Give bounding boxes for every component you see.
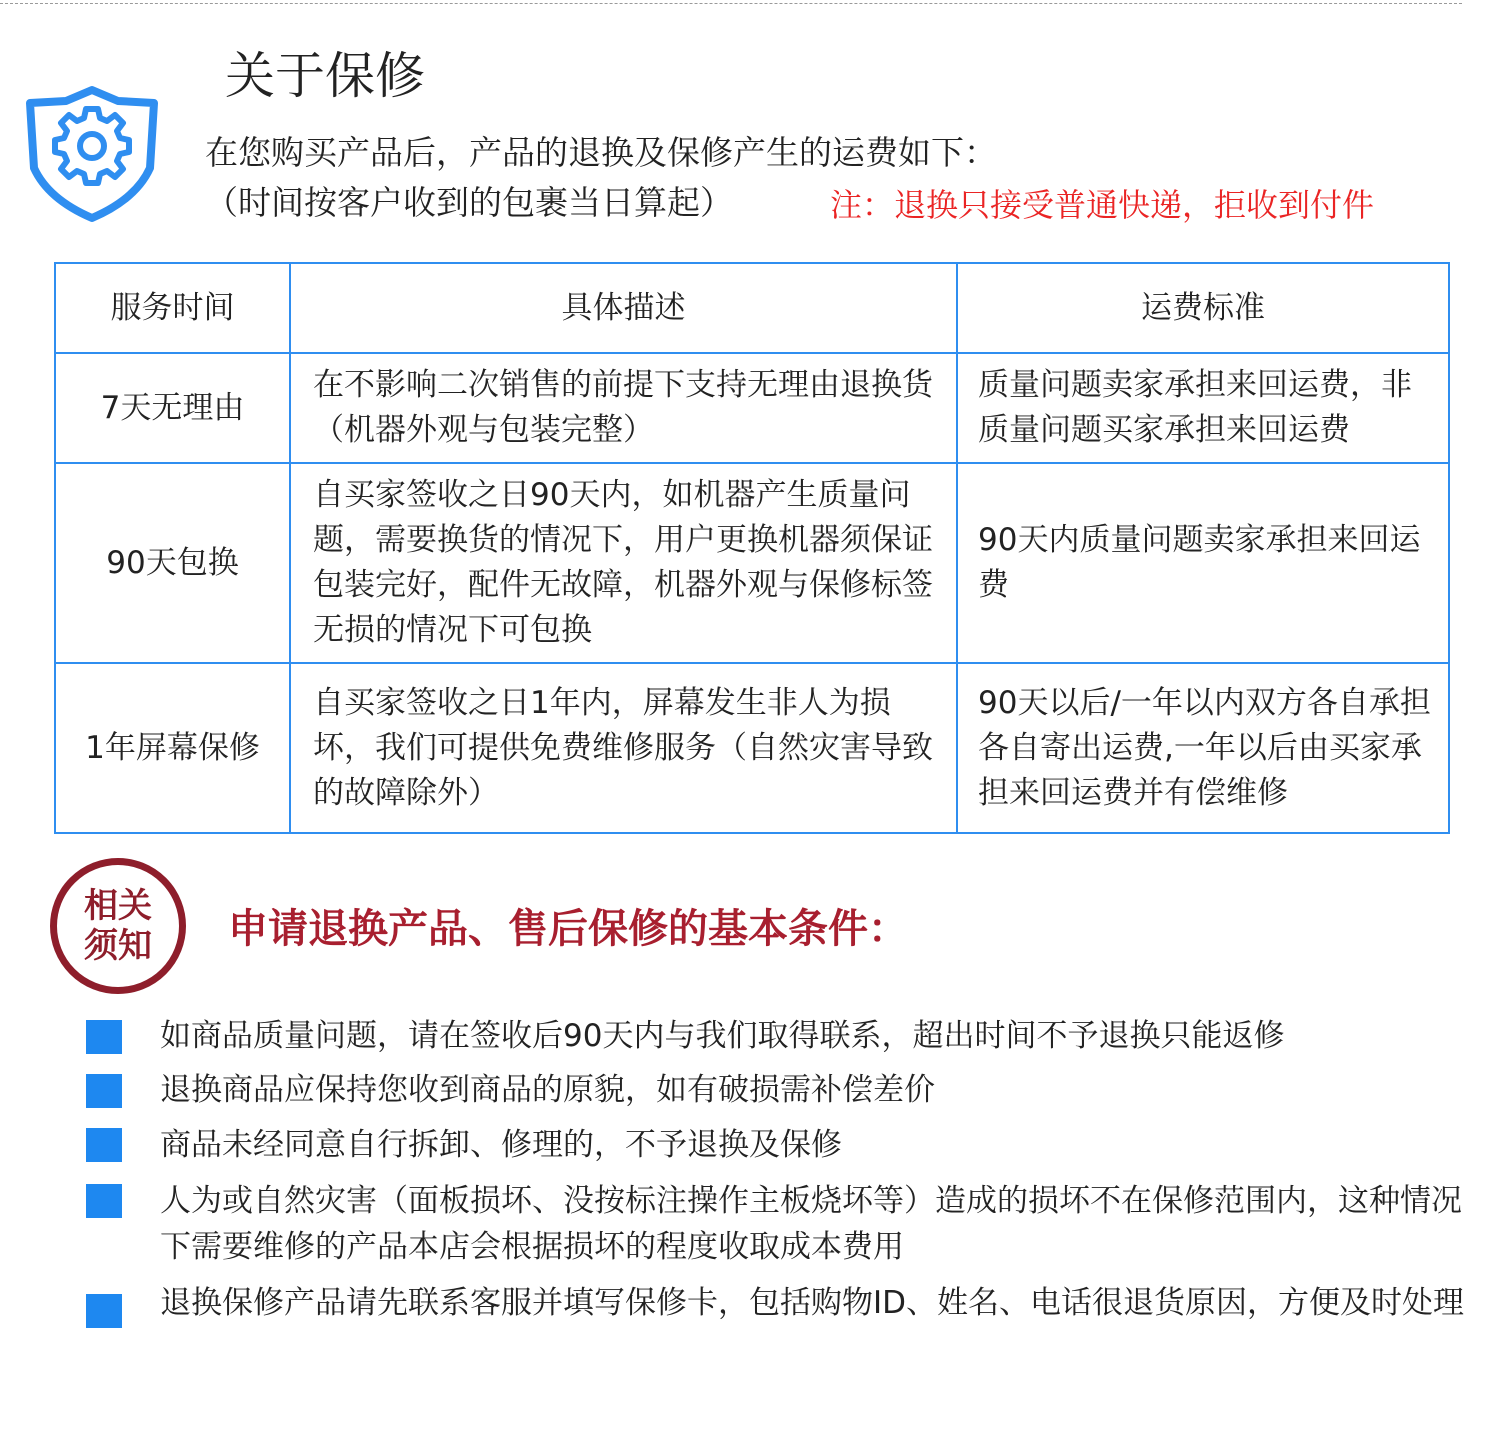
service-time-cell: 1年屏幕保修 bbox=[55, 663, 290, 833]
table-header-row bbox=[55, 263, 1449, 353]
blue-square-bullet-icon bbox=[86, 1128, 122, 1162]
service-time-cell: 7天无理由 bbox=[55, 353, 290, 463]
condition-text: 商品未经同意自行拆卸、修理的，不予退换及保修 bbox=[160, 1127, 842, 1163]
column-header-description: 具体描述 bbox=[290, 263, 957, 353]
description-cell: 自买家签收之日1年内，屏幕发生非人为损坏，我们可提供免费维修服务（自然灾害导致的故障除外） bbox=[290, 663, 957, 833]
blue-square-bullet-icon bbox=[86, 1074, 122, 1108]
description-cell: 自买家签收之日90天内，如机器产生质量问题，需要换货的情况下，用户更换机器须保证包装完好，配件无故障，机器外观与保修标签无损的情况下可包换 bbox=[290, 463, 957, 663]
condition-text: 退换商品应保持您收到商品的原貌，如有破损需补偿差价 bbox=[160, 1072, 935, 1108]
shipping-fee-cell: 质量问题卖家承担来回运费，非质量问题买家承担来回运费 bbox=[957, 353, 1449, 463]
service-time-cell: 90天包换 bbox=[55, 463, 290, 663]
condition-text: 人为或自然灾害（面板损坏、没按标注操作主板烧坏等）造成的损坏不在保修范围内，这种情况下需要维修的产品本店会根据损坏的程度收取成本费用 bbox=[160, 1183, 1462, 1265]
shipping-fee-cell: 90天内质量问题卖家承担来回运费 bbox=[957, 463, 1449, 663]
table-row bbox=[55, 663, 1449, 833]
time-calculation-note: （时间按客户收到的包裹当日算起） bbox=[205, 183, 733, 222]
blue-square-bullet-icon bbox=[86, 1294, 122, 1328]
badge-line-1: 相关 bbox=[84, 886, 152, 926]
blue-square-bullet-icon bbox=[86, 1020, 122, 1054]
condition-text: 如商品质量问题，请在签收后90天内与我们取得联系，超出时间不予退换只能返修 bbox=[160, 1018, 1285, 1054]
table-row bbox=[55, 353, 1449, 463]
column-header-shipping-fee: 运费标准 bbox=[957, 263, 1449, 353]
badge-line-2: 须知 bbox=[84, 926, 152, 966]
column-header-service-time: 服务时间 bbox=[55, 263, 290, 353]
shipping-fee-cell: 90天以后/一年以内双方各自承担各自寄出运费,一年以后由买家承担来回运费并有偿维修 bbox=[957, 663, 1449, 833]
shipping-intro-text: 在您购买产品后，产品的退换及保修产生的运费如下： bbox=[205, 133, 997, 172]
blue-square-bullet-icon bbox=[86, 1184, 122, 1218]
warranty-service-table bbox=[54, 262, 1450, 834]
shield-gear-icon bbox=[22, 84, 162, 224]
notice-badge bbox=[50, 858, 186, 994]
table-row bbox=[55, 463, 1449, 663]
conditions-title: 申请退换产品、售后保修的基本条件： bbox=[228, 906, 908, 952]
description-cell: 在不影响二次销售的前提下支持无理由退换货（机器外观与包装完整） bbox=[290, 353, 957, 463]
condition-text: 退换保修产品请先联系客服并填写保修卡，包括购物ID、姓名、电话很退货原因，方便及时处理 bbox=[160, 1285, 1465, 1321]
page-title: 关于保修 bbox=[225, 47, 425, 105]
express-only-warning: 注：退换只接受普通快递，拒收到付件 bbox=[830, 186, 1375, 224]
top-dashed-divider bbox=[0, 3, 1462, 4]
